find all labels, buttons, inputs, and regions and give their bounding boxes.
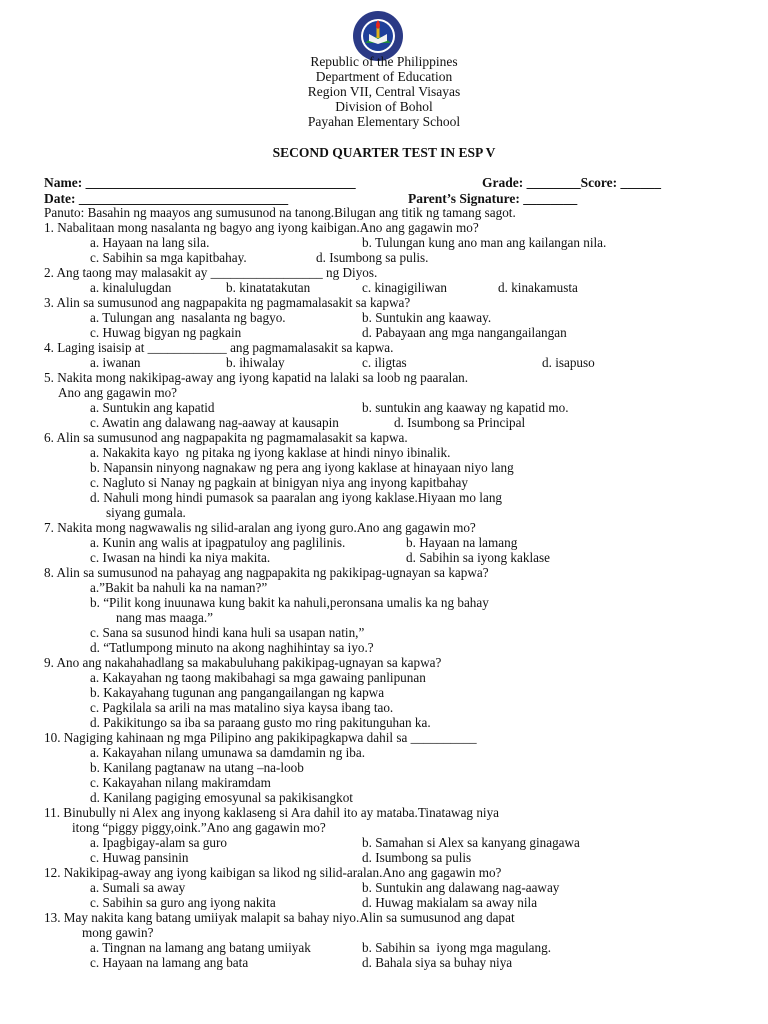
choice: b. Tulungan kung ano man ang kailangan nila. xyxy=(362,235,607,250)
line-text: a. Nakakita kayo ng pitaka ng iyong kaklase at hindi ninyo ibinalik. xyxy=(90,445,451,460)
answer-line xyxy=(44,790,744,805)
choice: d. Bahala siya sa buhay niya xyxy=(362,955,513,970)
signature-field[interactable]: Parent’s Signature: ________ xyxy=(408,191,578,206)
header-region: Region VII, Central Visayas xyxy=(307,84,461,99)
school-header xyxy=(0,54,768,129)
header-department: Department of Education xyxy=(315,69,453,84)
grade-score-field[interactable]: Grade: ________Score: ______ xyxy=(482,175,661,190)
line-text: 13. May nakita kang batang umiiyak malapit sa bahay niyo.Alin sa sumusunod ang dapat xyxy=(44,910,515,925)
answer-line xyxy=(44,415,744,430)
answer-line xyxy=(44,550,744,565)
line-text: d. Kanilang pagiging emosyunal sa pakikisangkot xyxy=(90,790,353,805)
choice: c. Huwag pansinin xyxy=(90,850,189,865)
line-text: mong gawin? xyxy=(82,925,154,940)
line-text: 8. Alin sa sumusunod na pahayag ang nagpapakita ng pakikipag-ugnayan sa kapwa? xyxy=(44,565,489,580)
line-text: c. Kakayahan nilang makiramdam xyxy=(90,775,271,790)
line-text: 12. Nakikipag-away ang iyong kaibigan sa likod ng silid-aralan.Ano ang gagawin mo? xyxy=(44,865,502,880)
choice: d. Isumbong sa Principal xyxy=(394,415,526,430)
answer-line xyxy=(44,610,744,625)
answer-line xyxy=(44,835,744,850)
line-text: 4. Laging isaisip at ____________ ang pagmamalasakit sa kapwa. xyxy=(44,340,394,355)
question-line xyxy=(44,520,744,535)
answer-line xyxy=(44,880,744,895)
choice: c. Awatin ang dalawang nag-aaway at kausapin xyxy=(90,415,339,430)
answer-line xyxy=(44,280,744,295)
answer-line xyxy=(44,595,744,610)
choice: a. Kunin ang walis at ipagpatuloy ang paglilinis. xyxy=(90,535,346,550)
question-line xyxy=(44,805,744,820)
answer-line xyxy=(44,685,744,700)
choice: a. iwanan xyxy=(90,355,141,370)
line-text: 6. Alin sa sumusunod ang nagpapakita ng pagmamalasakit sa kapwa. xyxy=(44,430,408,445)
line-text: 11. Binubully ni Alex ang inyong kaklaseng si Ara dahil ito ay mataba.Tinatawag niya xyxy=(44,805,500,820)
answer-line xyxy=(44,400,744,415)
line-text: b. “Pilit kong inuunawa kung bakit ka nahuli,peronsana umalis ka ng bahay xyxy=(90,595,489,610)
question-line xyxy=(44,865,744,880)
line-text: a. Kakayahan nilang umunawa sa damdamin ng iba. xyxy=(90,745,366,760)
choice: a. Suntukin ang kapatid xyxy=(90,400,215,415)
answer-line xyxy=(44,760,744,775)
choice: d. Isumbong sa pulis. xyxy=(316,250,429,265)
line-text: a. Kakayahan ng taong makibahagi sa mga gawaing panlipunan xyxy=(90,670,426,685)
answer-line xyxy=(44,460,744,475)
choice: b. suntukin ang kaaway ng kapatid mo. xyxy=(362,400,569,415)
answer-line xyxy=(44,715,744,730)
question-list xyxy=(44,220,744,970)
choice: b. Suntukin ang dalawang nag-aaway xyxy=(362,880,560,895)
choice: c. Sabihin sa guro ang iyong nakita xyxy=(90,895,276,910)
line-text: 7. Nakita mong nagwawalis ng silid-aralan ang iyong guro.Ano ang gagawin mo? xyxy=(44,520,476,535)
choice: a. Tingnan na lamang ang batang umiiyak xyxy=(90,940,311,955)
test-body xyxy=(44,205,744,970)
choice: a. kinalulugdan xyxy=(90,280,172,295)
choice: b. Sabihin sa iyong mga magulang. xyxy=(362,940,551,955)
line-text: 3. Alin sa sumusunod ang nagpapakita ng pagmamalasakit sa kapwa? xyxy=(44,295,411,310)
answer-line xyxy=(44,250,744,265)
test-title: SECOND QUARTER TEST IN ESP V xyxy=(272,145,496,160)
line-text: 5. Nakita mong nakikipag-away ang iyong kapatid na lalaki sa loob ng paaralan. xyxy=(44,370,469,385)
choice: c. iligtas xyxy=(362,355,407,370)
question-line xyxy=(44,370,744,385)
answer-line xyxy=(44,625,744,640)
answer-line xyxy=(44,445,744,460)
answer-line xyxy=(44,580,744,595)
line-text: 9. Ano ang nakahahadlang sa makabuluhang pakikipag-ugnayan sa kapwa? xyxy=(44,655,442,670)
answer-line xyxy=(44,505,744,520)
choice: b. Suntukin ang kaaway. xyxy=(362,310,492,325)
question-line xyxy=(44,265,744,280)
line-text: nang mas maaga.” xyxy=(116,610,214,625)
answer-line xyxy=(44,475,744,490)
line-text: itong “piggy piggy,oink.”Ano ang gagawin mo? xyxy=(72,820,326,835)
choice: c. kinagigiliwan xyxy=(362,280,447,295)
answer-line xyxy=(44,310,744,325)
answer-line xyxy=(44,925,744,940)
answer-line xyxy=(44,820,744,835)
line-text: siyang gumala. xyxy=(106,505,186,520)
line-text: d. “Tatlumpong minuto na akong naghihintay sa iyo.? xyxy=(90,640,374,655)
choice: b. Hayaan na lamang xyxy=(406,535,518,550)
choice: d. isapuso xyxy=(542,355,595,370)
answer-line xyxy=(44,940,744,955)
header-republic: Republic of the Philippines xyxy=(310,54,458,69)
choice: c. Hayaan na lamang ang bata xyxy=(90,955,249,970)
question-line xyxy=(44,340,744,355)
answer-line xyxy=(44,640,744,655)
directions: Panuto: Basahin ng maayos ang sumusunod na tanong.Bilugan ang titik ng tamang sagot. xyxy=(44,205,516,220)
choice: b. kinatatakutan xyxy=(226,280,311,295)
choice: a. Ipagbigay-alam sa guro xyxy=(90,835,227,850)
date-field[interactable]: Date: _______________________________ xyxy=(44,191,289,206)
line-text: d. Nahuli mong hindi pumasok sa paaralan ang iyong kaklase.Hiyaan mo lang xyxy=(90,490,503,505)
choice: d. Sabihin sa iyong kaklase xyxy=(406,550,550,565)
choice: a. Hayaan na lang sila. xyxy=(90,235,210,250)
answer-line xyxy=(44,325,744,340)
choice: b. ihiwalay xyxy=(226,355,285,370)
answer-line xyxy=(44,775,744,790)
line-text: Ano ang gagawin mo? xyxy=(58,385,178,400)
question-line xyxy=(44,430,744,445)
question-line xyxy=(44,910,744,925)
answer-line xyxy=(44,535,744,550)
answer-line xyxy=(44,670,744,685)
line-text: 10. Nagiging kahinaan ng mga Pilipino ang pakikipagkapwa dahil sa __________ xyxy=(44,730,477,745)
question-line xyxy=(44,730,744,745)
answer-line xyxy=(44,850,744,865)
line-text: d. Pakikitungo sa iba sa paraang gusto mo ring pakitunguhan ka. xyxy=(90,715,431,730)
answer-line xyxy=(44,955,744,970)
choice: c. Huwag bigyan ng pagkain xyxy=(90,325,242,340)
answer-line xyxy=(44,700,744,715)
answer-line xyxy=(44,355,744,370)
header-school: Payahan Elementary School xyxy=(307,114,461,129)
choice: d. kinakamusta xyxy=(498,280,578,295)
answer-line xyxy=(44,385,744,400)
line-text: 2. Ang taong may malasakit ay _________________ ng Diyos. xyxy=(44,265,378,280)
header-division: Division of Bohol xyxy=(335,99,433,114)
choice: a. Sumali sa away xyxy=(90,880,186,895)
line-text: b. Napansin ninyong nagnakaw ng pera ang iyong kaklase at hinayaan niyo lang xyxy=(90,460,514,475)
answer-line xyxy=(44,490,744,505)
line-text: c. Pagkilala sa arili na mas matalino siya kaysa ibang tao. xyxy=(90,700,394,715)
choice: c. Sabihin sa mga kapitbahay. xyxy=(90,250,247,265)
choice: a. Tulungan ang nasalanta ng bagyo. xyxy=(90,310,286,325)
line-text: b. Kakayahang tugunan ang pangangailangan ng kapwa xyxy=(90,685,385,700)
line-text: a.”Bakit ba nahuli ka na naman?” xyxy=(90,580,268,595)
answer-line xyxy=(44,745,744,760)
choice: d. Pabayaan ang mga nangangailangan xyxy=(362,325,567,340)
choice: b. Samahan si Alex sa kanyang ginagawa xyxy=(362,835,580,850)
question-line xyxy=(44,565,744,580)
answer-line xyxy=(44,235,744,250)
choice: d. Isumbong sa pulis xyxy=(362,850,472,865)
question-line xyxy=(44,655,744,670)
line-text: 1. Nabalitaan mong nasalanta ng bagyo ang iyong kaibigan.Ano ang gagawin mo? xyxy=(44,220,479,235)
choice: c. Iwasan na hindi ka niya makita. xyxy=(90,550,271,565)
answer-line xyxy=(44,895,744,910)
question-line xyxy=(44,295,744,310)
question-line xyxy=(44,220,744,235)
line-text: c. Sana sa susunod hindi kana huli sa usapan natin,” xyxy=(90,625,365,640)
line-text: c. Nagluto si Nanay ng pagkain at binigyan niya ang inyong kapitbahay xyxy=(90,475,468,490)
name-field[interactable]: Name: ________________________________________ xyxy=(44,175,356,190)
choice: d. Huwag makialam sa away nila xyxy=(362,895,538,910)
line-text: b. Kanilang pagtanaw na utang –na-loob xyxy=(90,760,304,775)
